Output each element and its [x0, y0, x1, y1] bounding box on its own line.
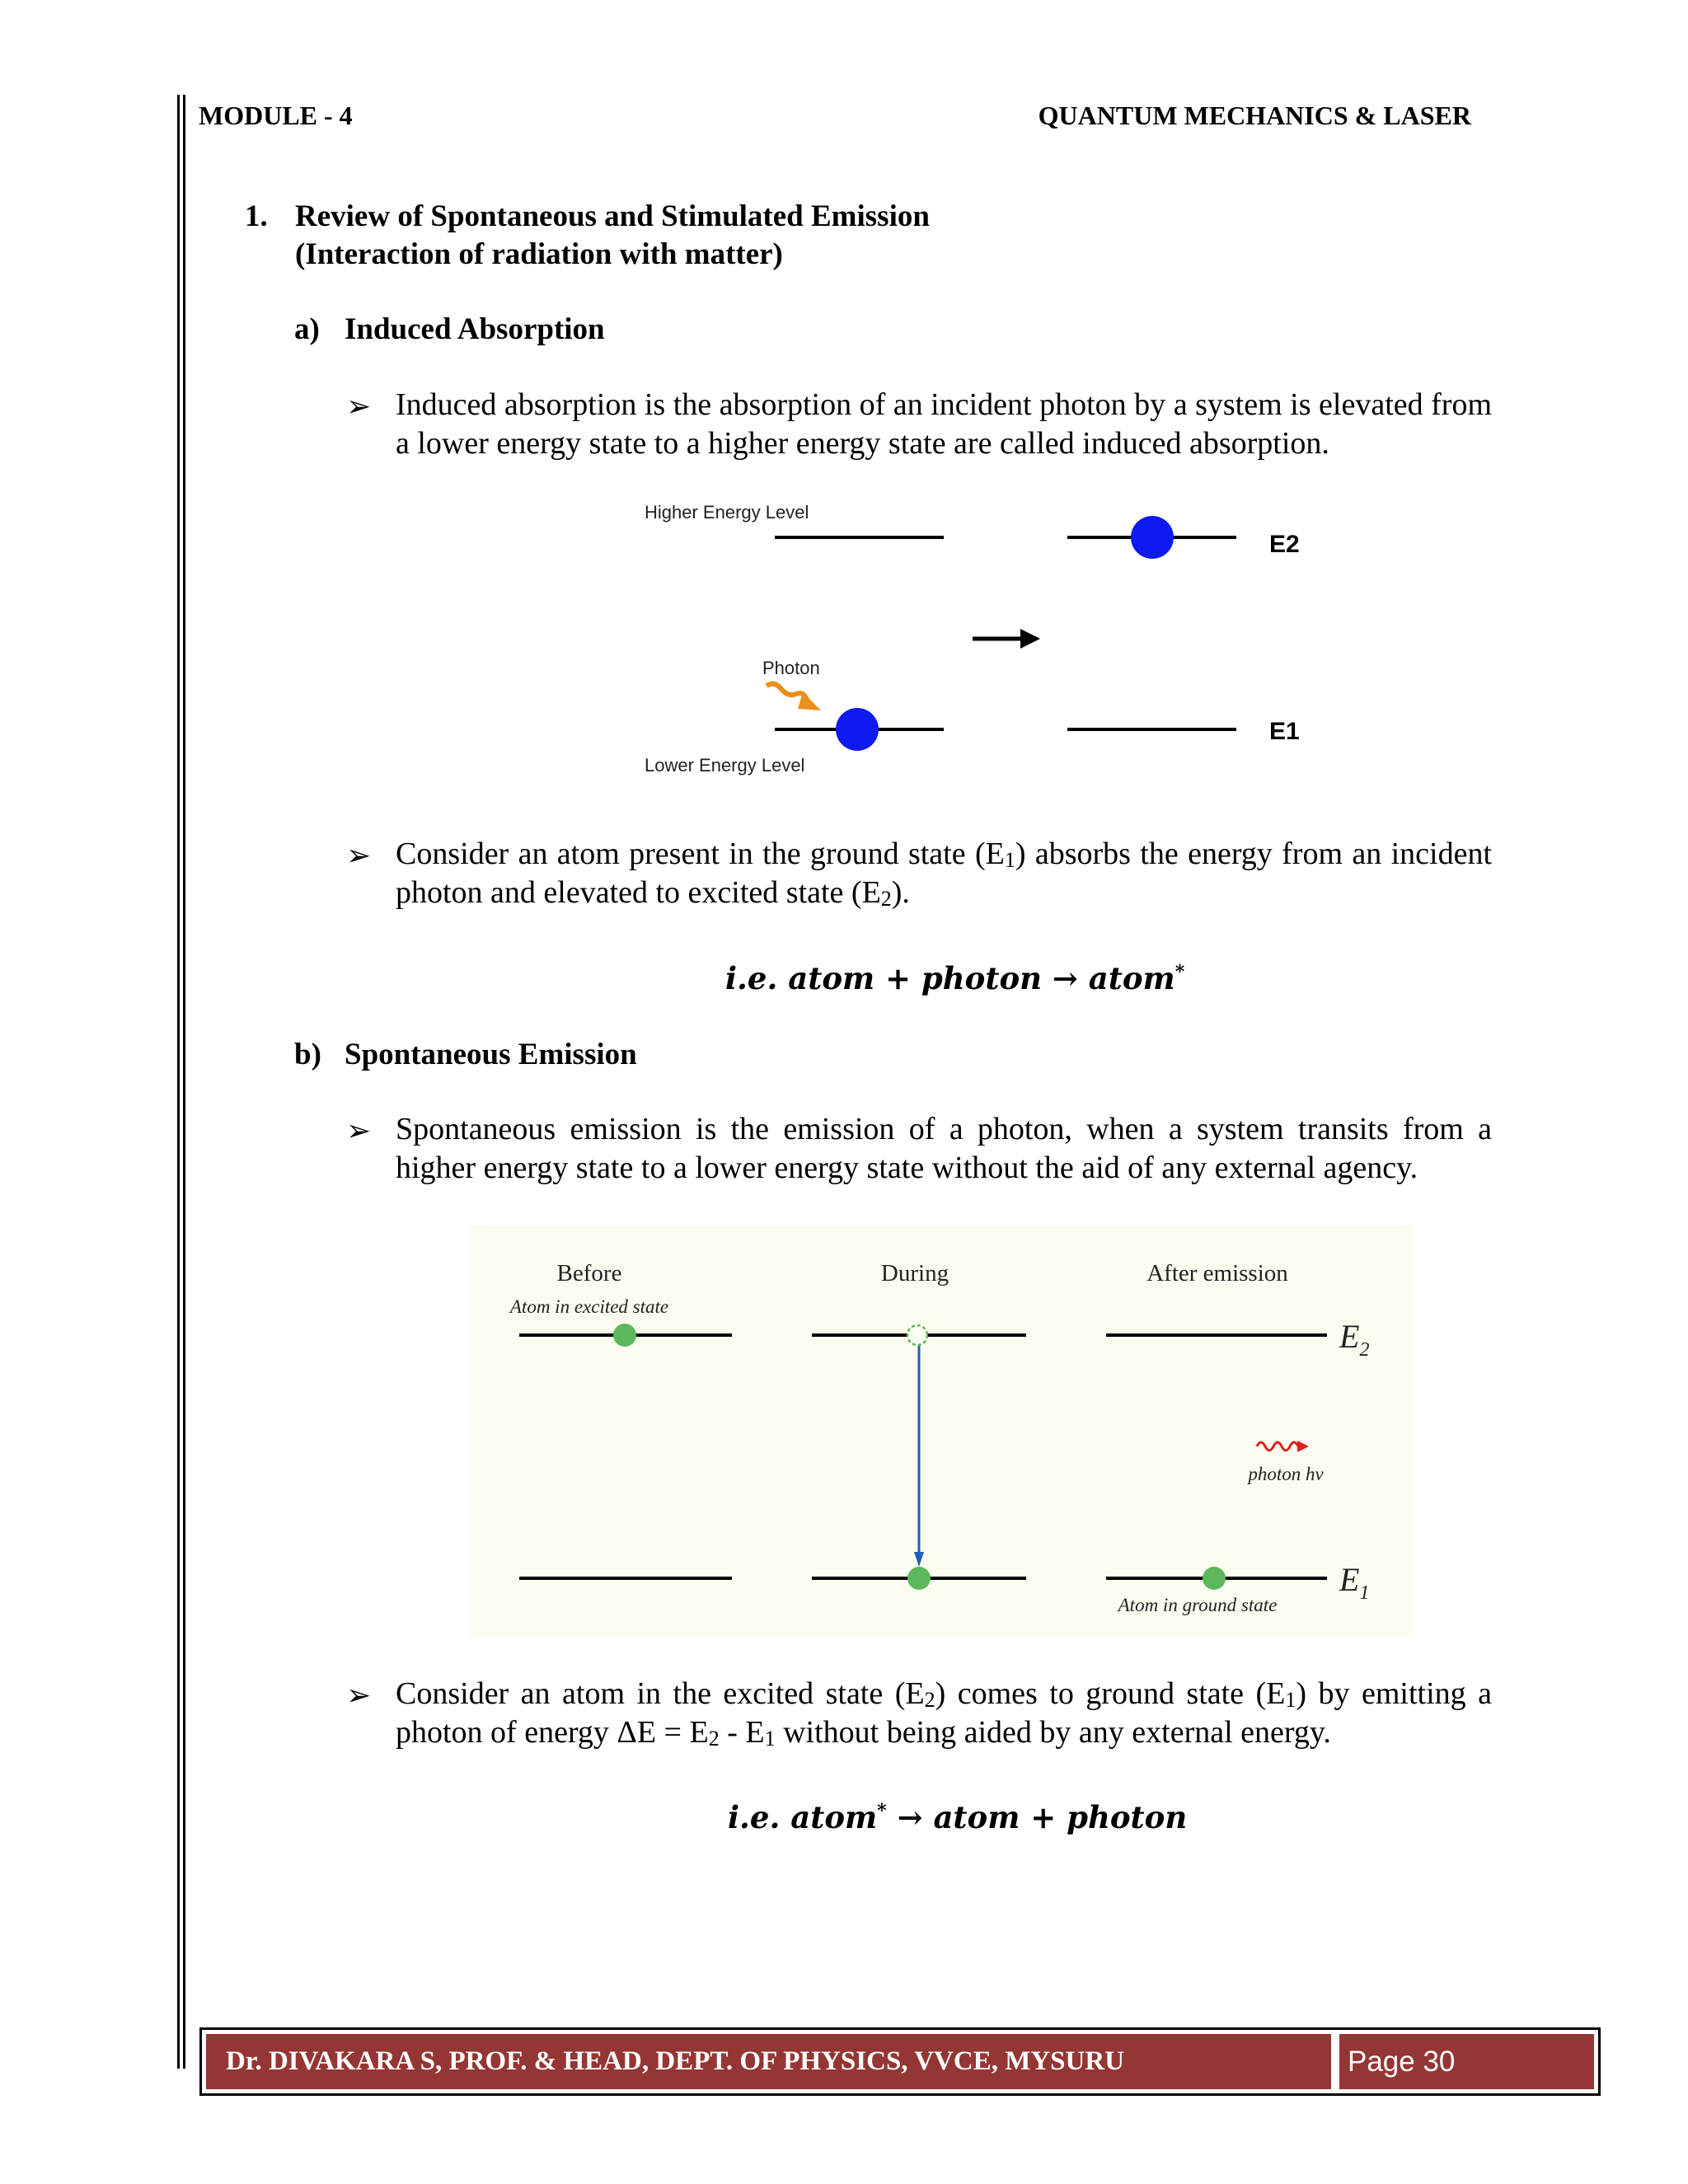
ground-state-description: Consider an atom present in the ground state $(E_1)$ absorbs the energy from an incident photon and elevated to excited state $(E_2)$. — [396, 837, 1493, 911]
excited-state-caption: Atom in excited state — [509, 1296, 669, 1317]
part-b-title: Spontaneous Emission — [345, 1038, 637, 1071]
emission-equation: i.e. atom* → atom + photon — [728, 1799, 1188, 1835]
section-title-line1: Review of Spontaneous and Stimulated Emission — [295, 199, 930, 233]
higher-energy-level-label: Higher Energy Level — [645, 502, 809, 523]
section-title-line2: (Interaction of radiation with matter) — [295, 237, 783, 271]
induced-absorption-figure — [635, 494, 1335, 791]
part-a-label: a) — [294, 312, 320, 346]
induced-absorption-definition: Induced absorption is the absorption of an incident photon by a system is elevated from a lower energy state to a higher energy state are called induced absorption. — [396, 387, 1492, 461]
during-label: During — [880, 1260, 950, 1286]
ground-atom-green-icon — [1203, 1567, 1226, 1590]
bullet-arrow-icon: ➢ — [346, 1679, 372, 1712]
page-footer — [199, 2027, 1601, 2096]
spontaneous-emission-figure — [470, 1226, 1414, 1638]
spontaneous-emission-definition: Spontaneous emission is the emission of a photon, when a system transits from a higher energy state to a lower energy state without the aid of any external agency. — [396, 1112, 1492, 1185]
page-number: Page 30 — [1339, 2034, 1594, 2089]
section-number: 1. — [245, 199, 268, 233]
photon-squiggle-icon — [767, 684, 821, 710]
transition-arrow-icon — [973, 629, 1040, 649]
footer-author: Dr. DIVAKARA S, PROF. & HEAD, DEPT. OF PHYSICS, VVCE, MYSURU — [206, 2034, 1331, 2089]
e1-label: E1 — [1269, 718, 1300, 745]
e2-symbol: $E_2$ — [1339, 1318, 1370, 1361]
ground-state-caption: Atom in ground state — [1118, 1595, 1278, 1615]
excited-atom-green-icon — [613, 1324, 636, 1347]
photon-label: Photon — [762, 658, 820, 678]
figure-background — [470, 1226, 1414, 1638]
part-a-title: Induced Absorption — [345, 312, 605, 346]
after-emission-label: After emission — [1146, 1260, 1288, 1286]
e1-symbol: $E_1$ — [1339, 1561, 1370, 1604]
vacated-atom-icon — [907, 1325, 927, 1345]
excited-atom-icon — [1131, 516, 1174, 559]
photon-hv-caption: photon hv — [1248, 1464, 1324, 1484]
ground-atom-icon — [836, 708, 879, 751]
spontaneous-emission-description: Consider an atom in the excited state $(E_2)$ comes to ground state $(E_1)$ by emitting a photon of energy $\Delta E = E_2 - E_1$ without being aided by any external energy. — [396, 1676, 1492, 1750]
before-label: Before — [556, 1260, 622, 1286]
bullet-arrow-icon: ➢ — [346, 839, 372, 872]
arriving-atom-green-icon — [907, 1567, 931, 1590]
absorption-equation: i.e. atom + photon → atom* — [725, 960, 1185, 996]
e2-label: E2 — [1269, 531, 1300, 558]
bullet-arrow-icon: ➢ — [346, 1114, 372, 1147]
bullet-arrow-icon: ➢ — [346, 390, 372, 423]
header-module: MODULE - 4 — [199, 101, 353, 130]
margin-rule-1 — [177, 95, 180, 2069]
header-topic: QUANTUM MECHANICS & LASER — [1038, 101, 1471, 130]
margin-rule-2 — [183, 95, 185, 2069]
lower-energy-level-label: Lower Energy Level — [645, 755, 805, 776]
part-b-label: b) — [294, 1038, 321, 1071]
